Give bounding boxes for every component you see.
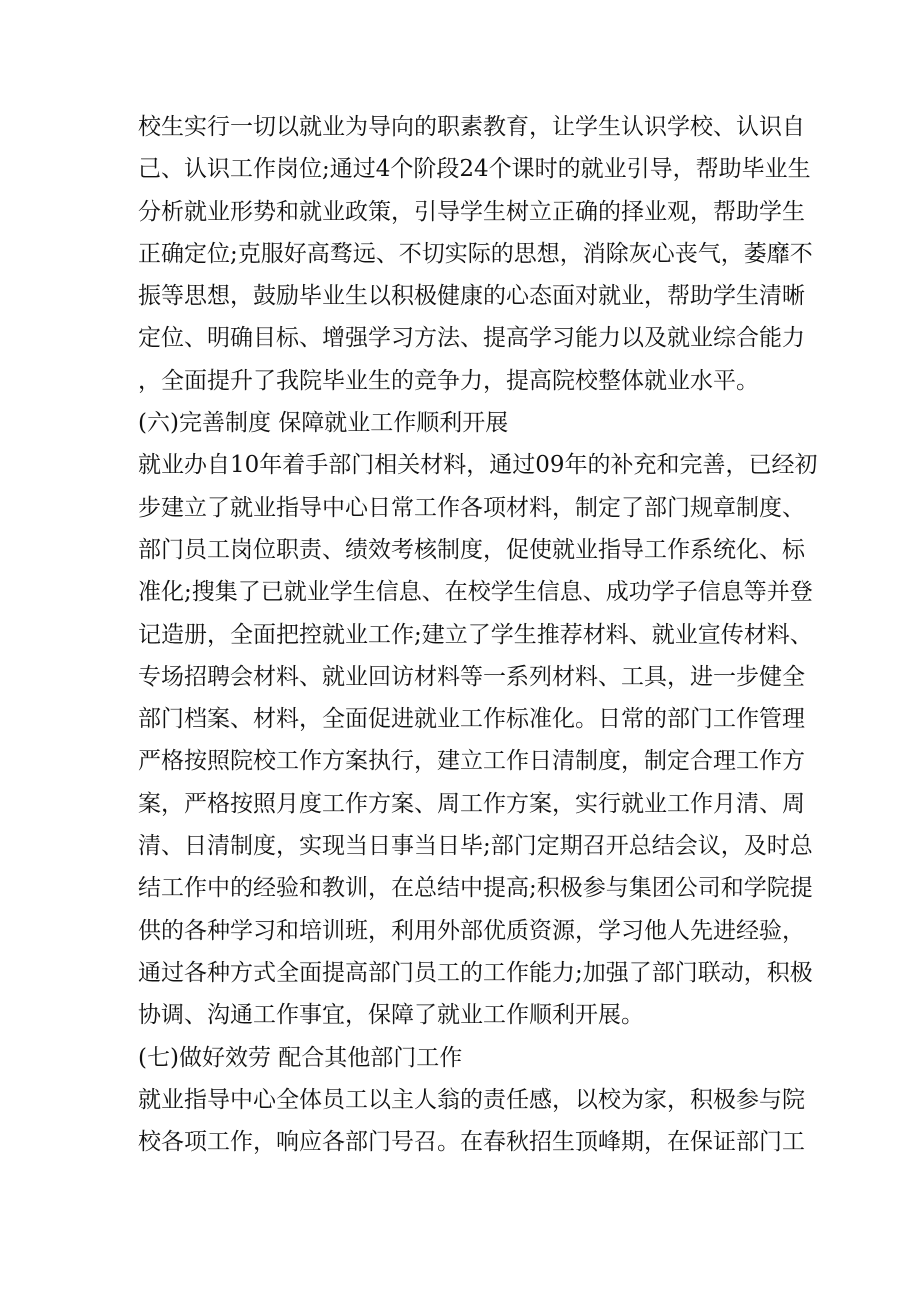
text-line: 就业办自10年着手部门相关材料，通过09年的补充和完善，已经初	[138, 452, 818, 479]
text-line: 校生实行一切以就业为导向的职素教育，让学生认识学校、认识自	[138, 114, 805, 140]
text-line: 振等思想，鼓励毕业生以积极健康的心态面对就业，帮助学生清晰	[138, 283, 805, 310]
section-heading-7: (七)做好效劳 配合其他部门工作	[138, 1044, 463, 1071]
text-line: 校各项工作，响应各部门号召。在春秋招生顶峰期，在保证部门工	[138, 1129, 805, 1156]
text-line: 结工作中的经验和教训，在总结中提高;积极参与集团公司和学院提	[138, 875, 813, 902]
text-line: 就业指导中心全体员工以主人翁的责任感，以校为家，积极参与院	[138, 1086, 805, 1113]
text-line: 己、认识工作岗位;通过4个阶段24个课时的就业引导，帮助毕业生	[138, 156, 811, 183]
text-line: 清、日清制度，实现当日事当日毕;部门定期召开总结会议，及时总	[138, 833, 813, 860]
paragraph-employment-education	[138, 106, 813, 402]
text-line: ，全面提升了我院毕业生的竞争力，提高院校整体就业水平。	[138, 367, 759, 394]
text-line: 定位、明确目标、增强学习方法、提高学习能力以及就业综合能力	[138, 325, 805, 352]
text-line: 部门档案、材料，全面促进就业工作标准化。日常的部门工作管理	[138, 706, 805, 733]
text-line: 专场招聘会材料、就业回访材料等一系列材料、工具，进一步健全	[138, 663, 805, 690]
paragraph-system-improvement	[138, 444, 818, 1036]
text-line: 步建立了就业指导中心日常工作各项材料，制定了部门规章制度、	[138, 494, 805, 521]
text-line: 案，严格按照月度工作方案、周工作方案，实行就业工作月清、周	[138, 790, 805, 817]
paragraph-service-cooperation	[138, 1079, 805, 1164]
text-line: 供的各种学习和培训班，利用外部优质资源，学习他人先进经验，	[138, 917, 805, 944]
text-line: 部门员工岗位职责、绩效考核制度，促使就业指导工作系统化、标	[138, 536, 805, 563]
section-heading-6: (六)完善制度 保障就业工作顺利开展	[138, 410, 509, 437]
document-body	[138, 106, 818, 1163]
text-line: 记造册，全面把控就业工作;建立了学生推荐材料、就业宣传材料、	[138, 621, 813, 648]
text-line: 正确定位;克服好高骛远、不切实际的思想，消除灰心丧气，萎靡不	[138, 240, 813, 267]
text-line: 分析就业形势和就业政策，引导学生树立正确的择业观，帮助学生	[138, 198, 805, 225]
text-line: 通过各种方式全面提高部门员工的工作能力;加强了部门联动，积极	[138, 959, 813, 986]
text-line: 严格按照院校工作方案执行，建立工作日清制度，制定合理工作方	[138, 748, 805, 775]
text-line: 准化;搜集了已就业学生信息、在校学生信息、成功学子信息等并登	[138, 579, 813, 606]
text-line: 协调、沟通工作事宜，保障了就业工作顺利开展。	[138, 1002, 644, 1029]
